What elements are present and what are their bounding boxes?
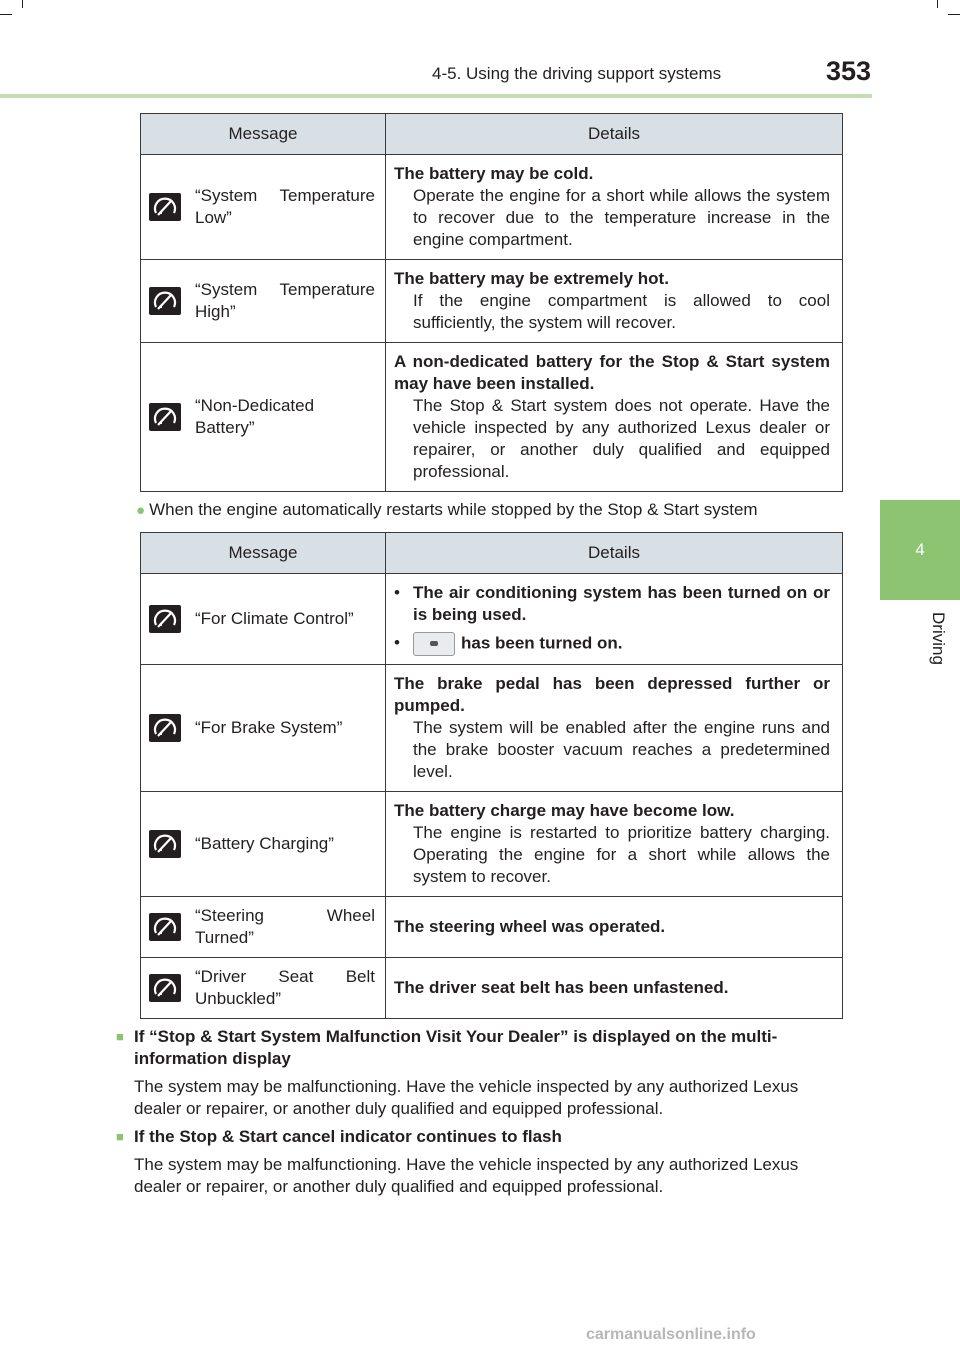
- chapter-label: Driving: [929, 612, 948, 665]
- stop-start-indicator-icon: [149, 830, 181, 858]
- details-body: If the engine compartment is allowed to cool sufficiently, the system will recover.: [413, 291, 830, 332]
- details-body: The Stop & Start system does not operate. Have the vehicle inspected by any authorized Lexus dealer or repairer, or another duly qualified and equipped professional.: [413, 396, 830, 481]
- table-header-row: [141, 114, 843, 155]
- details-heading: The battery may be cold.: [394, 164, 594, 183]
- message-column-header: Message: [141, 114, 386, 155]
- table-row: [141, 343, 843, 492]
- details-body: The system will be enabled after the engine runs and the brake booster vacuum reaches a predetermined level.: [413, 718, 830, 781]
- stop-start-indicator-icon: [149, 287, 181, 315]
- table-row: [141, 260, 843, 343]
- bullet-item: [394, 632, 830, 656]
- details-cell: [386, 574, 843, 665]
- auto-climate-button-icon: [413, 632, 455, 656]
- stop-start-indicator-icon: [149, 605, 181, 633]
- message-text: “Steering Wheel Turned”: [195, 906, 375, 947]
- crop-mark: [948, 14, 960, 15]
- message-cell: [141, 574, 386, 665]
- message-text: “For Brake System”: [195, 718, 343, 737]
- details-body: Operate the engine for a short while allows the system to recover due to the temperature increase in the engine compartment.: [413, 186, 830, 249]
- details-cell: [386, 897, 843, 958]
- message-column-header: Message: [141, 533, 386, 574]
- table-row: [141, 897, 843, 958]
- green-square-bullet-icon: ■: [116, 1129, 124, 1144]
- message-text: “System Temperature High”: [195, 280, 375, 321]
- table-row: [141, 155, 843, 260]
- message-cell: [141, 792, 386, 897]
- table-row: [141, 574, 843, 665]
- section-heading: If the Stop & Start cancel indicator continues to flash: [134, 1127, 562, 1146]
- crop-mark: [0, 14, 12, 15]
- bullet-dot-icon: •: [394, 583, 400, 602]
- message-cell: [141, 155, 386, 260]
- stop-start-indicator-icon: [149, 714, 181, 742]
- condition-note: [136, 500, 758, 520]
- message-table-2: [140, 532, 843, 1019]
- section-body: The system may be malfunctioning. Have the vehicle inspected by any authorized Lexus dealer or repairer, or another duly qualified and equipped professional.: [134, 1155, 799, 1196]
- message-table-1: [140, 113, 843, 492]
- details-heading: The battery may be extremely hot.: [394, 269, 669, 288]
- bullet-text: The air conditioning system has been turned on or is being used.: [413, 583, 830, 624]
- watermark: carmanualsonline.info: [586, 1326, 756, 1343]
- section-body: The system may be malfunctioning. Have the vehicle inspected by any authorized Lexus dealer or repairer, or another duly qualified and equipped professional.: [134, 1077, 799, 1118]
- details-cell: [386, 958, 843, 1019]
- table-row: [141, 958, 843, 1019]
- table-row: [141, 665, 843, 792]
- section-title: 4-5. Using the driving support systems: [432, 64, 722, 83]
- chapter-tab: [880, 500, 960, 600]
- bullet-text: has been turned on.: [461, 633, 623, 653]
- section-heading: If “Stop & Start System Malfunction Visit Your Dealer” is displayed on the multi-information display: [134, 1027, 778, 1068]
- message-cell: [141, 958, 386, 1019]
- chapter-number: 4: [915, 540, 925, 559]
- message-text: “Driver Seat Belt Unbuckled”: [195, 967, 375, 1008]
- message-text: “Battery Charging”: [195, 834, 334, 853]
- header-rule: [0, 94, 872, 98]
- message-cell: [141, 260, 386, 343]
- message-text: “Non-Dedicated Battery”: [195, 396, 315, 437]
- info-section: [116, 1126, 842, 1198]
- message-cell: [141, 343, 386, 492]
- condition-note-text: When the engine automatically restarts while stopped by the Stop & Start system: [149, 500, 758, 519]
- stop-start-indicator-icon: [149, 974, 181, 1002]
- details-cell: [386, 155, 843, 260]
- details-cell: [386, 665, 843, 792]
- details-body: The engine is restarted to prioritize battery charging. Operating the engine for a short while allows the system to recover.: [413, 823, 830, 886]
- message-text: “System Temperature Low”: [195, 186, 375, 227]
- crop-mark: [937, 0, 938, 8]
- green-circle-bullet-icon: ●: [136, 501, 146, 519]
- details-cell: [386, 343, 843, 492]
- green-square-bullet-icon: ■: [116, 1029, 124, 1044]
- details-cell: [386, 792, 843, 897]
- details-heading: A non-dedicated battery for the Stop & Start system may have been installed.: [394, 352, 830, 393]
- details-column-header: Details: [386, 533, 843, 574]
- details-heading: The steering wheel was operated.: [394, 917, 666, 936]
- stop-start-indicator-icon: [149, 403, 181, 431]
- message-cell: [141, 897, 386, 958]
- table-header-row: [141, 533, 843, 574]
- details-heading: The battery charge may have become low.: [394, 801, 735, 820]
- details-heading: The brake pedal has been depressed further or pumped.: [394, 674, 830, 715]
- bullet-dot-icon: •: [394, 633, 400, 652]
- stop-start-indicator-icon: [149, 913, 181, 941]
- message-text: “For Climate Control”: [195, 609, 354, 628]
- details-heading: The driver seat belt has been unfastened.: [394, 978, 729, 997]
- details-column-header: Details: [386, 114, 843, 155]
- info-section: [116, 1026, 842, 1120]
- details-cell: [386, 260, 843, 343]
- page-number: 353: [826, 56, 872, 86]
- table-row: [141, 792, 843, 897]
- crop-mark: [22, 0, 23, 8]
- message-cell: [141, 665, 386, 792]
- bullet-item: [394, 582, 830, 626]
- stop-start-indicator-icon: [149, 193, 181, 221]
